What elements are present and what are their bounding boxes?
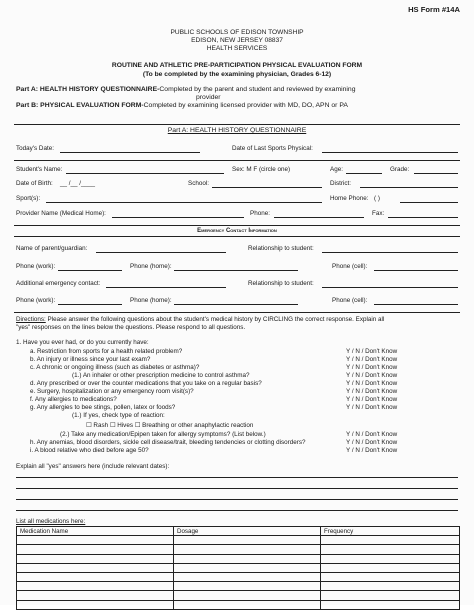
medications-table [16,526,460,610]
district-address: EDISON, NEW JERSEY 08837 [191,37,283,44]
question-h: h. Any anemias, blood disorders, sickle cell disease/trait, bleeding tendencies or clotting disorders? [30,439,306,446]
answer-g[interactable]: Y / N / Don't Know [346,404,398,411]
question-c: c. A chronic or ongoing illness (such as diabetes or asthma)? [30,364,200,371]
answer-b[interactable]: Y / N / Don't Know [346,356,398,363]
question-g2: (2.) Take any medication/Epipen taken for allergy symptoms? (List below.) [60,431,266,438]
sports-field[interactable] [46,202,322,203]
question-b: b. An injury or illness since your last exam? [30,356,151,363]
explain-label: Explain all "yes" answers here (include relevant dates): [16,463,170,470]
phone-cell2-label: Phone (cell): [332,297,368,304]
grade-label: Grade: [390,166,410,173]
additional-contact-field[interactable] [106,287,226,288]
directions [16,316,384,323]
parent-field[interactable] [96,252,226,253]
explain-line[interactable] [16,510,458,511]
dob-label: Date of Birth: [16,180,53,187]
table-cell[interactable] [17,563,174,572]
phone-home-field[interactable] [174,270,298,271]
table-cell[interactable] [321,536,460,545]
table-cell[interactable] [321,554,460,563]
question-d: d. Any prescribed or over the counter medications that you take on a regular basis? [30,380,262,387]
home-phone-line [400,202,458,203]
district-field[interactable] [360,187,458,188]
grade-field[interactable] [414,173,458,174]
relationship2-label: Relationship to student: [248,280,314,287]
table-row[interactable] [17,582,460,591]
todays-date-field[interactable] [60,152,200,153]
last-physical-label: Date of Last Sports Physical: [232,145,313,152]
part-b-intro [16,102,348,110]
question-g1: (1.) If yes, check type of reaction: [72,412,165,419]
provider-phone-label: Phone: [250,210,270,217]
relationship-label: Relationship to student: [248,245,314,252]
table-cell[interactable] [321,563,460,572]
form-title: ROUTINE AND ATHLETIC PRE-PARTICIPATION PHYSICAL EVALUATION FORM [111,62,363,69]
answer-c[interactable]: Y / N / Don't Know [346,364,398,371]
phone-work2-label: Phone (work): [16,297,56,304]
home-phone-field[interactable]: ( ) [374,195,380,202]
table-header-row [17,527,460,536]
part-b-intro-text: Completed by examining licensed provider with MD, DO, APN or PA [143,102,348,109]
part-a-intro-label: Part A: HEALTH HISTORY QUESTIONNAIRE- [16,86,160,93]
question-a: a. Restriction from sports for a health related problem? [30,348,183,355]
todays-date-label: Today's Date: [16,145,54,152]
form-id: HS Form #14A [408,5,460,14]
dob-field[interactable]: __ /__ /____ [60,180,96,187]
column-header-medication: Medication Name [17,527,174,536]
provider-label: Provider Name (Medical Home): [16,210,106,217]
phone-work-label: Phone (work): [16,263,56,270]
table-cell[interactable] [174,563,321,572]
provider-field[interactable] [112,217,244,218]
phone-home2-label: Phone (home): [130,297,172,304]
table-cell[interactable] [174,545,321,554]
phone-cell-field[interactable] [374,270,458,271]
table-cell[interactable] [17,591,174,600]
table-row[interactable] [17,536,460,545]
table-cell[interactable] [174,582,321,591]
table-row[interactable] [17,554,460,563]
answer-g2[interactable]: Y / N / Don't Know [346,431,398,438]
age-label: Age: [330,166,343,173]
divider [14,160,460,161]
answer-a[interactable]: Y / N / Don't Know [346,348,398,355]
phone-cell-label: Phone (cell): [332,263,368,270]
parent-label: Name of parent/guardian: [16,245,88,252]
explain-line[interactable] [16,499,458,500]
fax-field[interactable] [388,217,458,218]
sports-label: Sport(s): [16,195,41,202]
district-name: PUBLIC SCHOOLS OF EDISON TOWNSHIP [170,29,304,36]
explain-line[interactable] [16,477,458,478]
part-b-intro-label: Part B: PHYSICAL EVALUATION FORM- [16,102,144,109]
table-cell[interactable] [174,591,321,600]
table-row[interactable] [17,545,460,554]
provider-phone-field[interactable] [274,217,364,218]
form-subtitle: (To be completed by the examining physician, Grades 6-12) [142,71,332,78]
answer-e[interactable]: Y / N / Don't Know [346,388,398,395]
question-i: i. A blood relative who died before age 50? [30,447,149,454]
table-row[interactable] [17,563,460,572]
school-label: School: [188,180,210,187]
explain-line[interactable] [16,488,458,489]
district-label: District: [330,180,351,187]
directions-line1: Please answer the following questions about the student's medical history by CIRCLING the correct response. Explain all [47,316,385,323]
fax-label: Fax: [372,210,385,217]
medications-label: List all medications here: [16,518,86,525]
table-row[interactable] [17,572,460,581]
age-field[interactable] [346,173,382,174]
question-c1: (1.) An inhaler or other prescription medicine to control asthma? [72,372,250,379]
phone-cell2-field[interactable] [374,304,458,305]
part-a-intro [16,86,355,94]
table-cell[interactable] [174,572,321,581]
question-e: e. Surgery, hospitalization or any emergency room visit(s)? [30,388,194,395]
q1-heading: 1. Have you ever had, or do you currently have: [16,339,149,346]
directions-label: Directions: [16,316,46,323]
relationship-field[interactable] [322,252,458,253]
table-cell[interactable] [321,572,460,581]
part-a-intro-text: Completed by the parent and student and reviewed by examining [159,86,356,93]
students-name-field[interactable] [66,173,224,174]
students-name-label: Student's Name: [16,166,63,173]
table-cell[interactable] [174,536,321,545]
directions-line2: "yes" responses on the lines below the questions. Please respond to all questions. [16,324,246,331]
divider [14,236,460,237]
table-row[interactable] [17,591,460,600]
table-cell[interactable] [321,545,460,554]
answer-d[interactable]: Y / N / Don't Know [346,380,398,387]
divider [14,124,460,125]
additional-contact-label: Additional emergency contact: [16,280,101,287]
table-cell[interactable] [17,572,174,581]
table-cell[interactable] [321,582,460,591]
column-header-frequency: Frequency [321,527,460,536]
answer-c1[interactable]: Y / N / Don't Know [346,372,398,379]
school-field[interactable] [212,187,322,188]
part-a-intro-cont: provider [196,94,221,101]
table-cell[interactable] [17,536,174,545]
last-physical-field[interactable] [322,152,458,153]
phone-work-field[interactable] [58,270,122,271]
divider [14,312,460,313]
question-g: g. Any allergies to bee stings, pollen, latex or foods? [30,404,176,411]
phone-home-label: Phone (home): [130,263,172,270]
divider [14,225,460,226]
table-cell[interactable] [321,591,460,600]
question-f: f. Any allergies to medications? [30,396,117,403]
reaction-checkboxes[interactable]: ☐ Rash ☐ Hives ☐ Breathing or other anaphylactic reaction [86,422,254,429]
answer-f[interactable]: Y / N / Don't Know [346,396,398,403]
home-phone-label: Home Phone: [330,195,369,202]
column-header-dosage: Dosage [174,527,321,536]
answer-i[interactable]: Y / N / Don't Know [346,447,398,454]
table-cell[interactable] [17,582,174,591]
table-cell[interactable] [17,554,174,563]
department: HEALTH SERVICES [206,45,268,52]
phone-work2-field[interactable] [58,304,122,305]
table-cell[interactable] [17,545,174,554]
sex-label[interactable]: Sex: M F (circle one) [232,166,291,173]
table-cell[interactable] [174,554,321,563]
answer-h[interactable]: Y / N / Don't Know [346,439,398,446]
emergency-heading: Emergency Contact Information [197,228,277,234]
relationship2-field[interactable] [322,287,458,288]
phone-home2-field[interactable] [174,304,298,305]
part-a-heading: Part A: HEALTH HISTORY QUESTIONNAIRE [167,127,307,134]
